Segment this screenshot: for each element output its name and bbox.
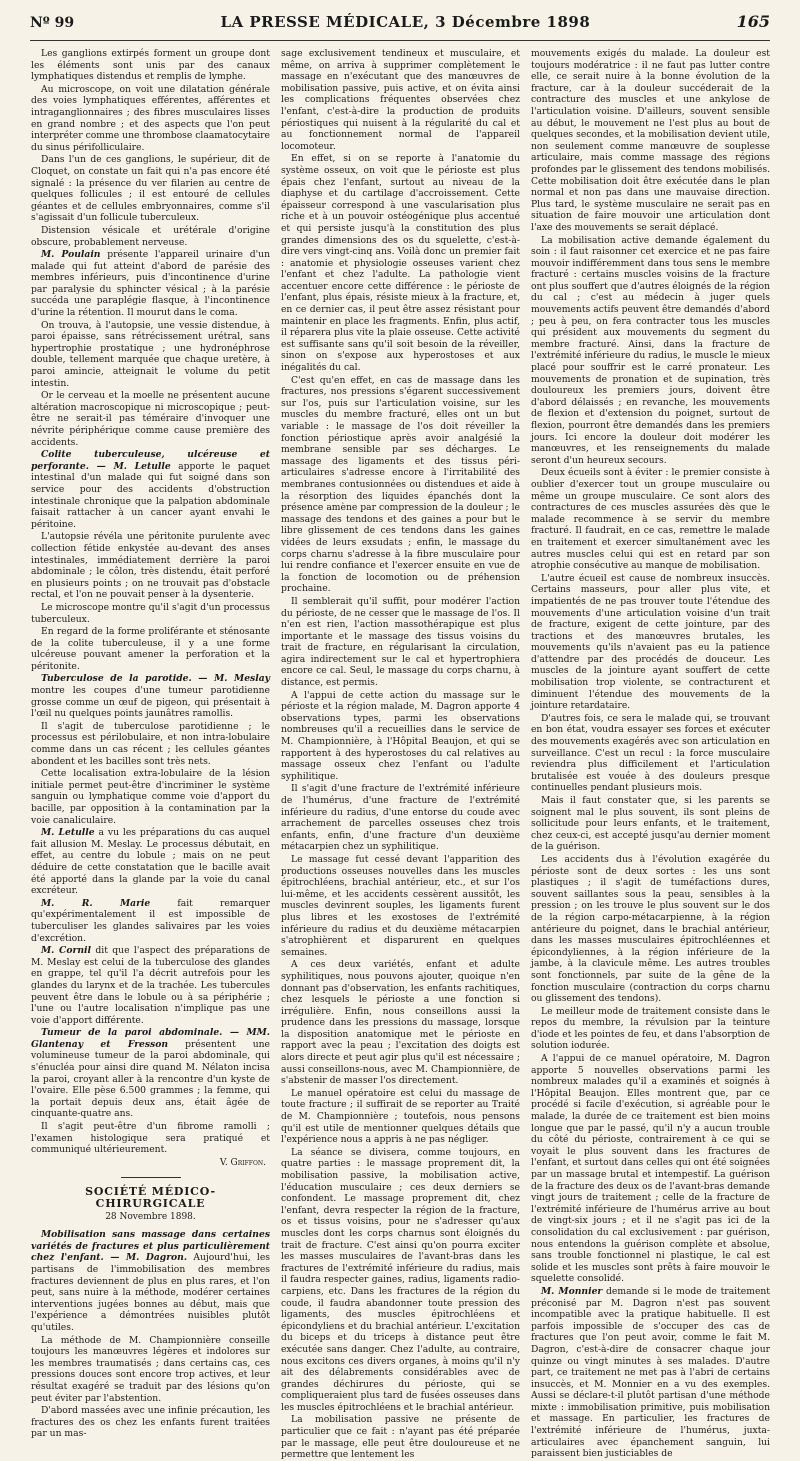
paragraph: A l'appui de cette action du massage sur le périoste et la région malade, M. Dagron apporte 4 observations types, parmi les observations nombreuses qu'il a recueillies dans le service de M. Championnière, à l'Hôpital Beaujon, et qui se rapportent à des hyperostoses du cal relatives au massage osseux chez l'enfant ou l'adulte syphilitique.: [281, 689, 520, 782]
paragraph: En regard de la forme proliférante et sténosante de la colite tuberculeuse, il y a une forme ulcéreuse pouvant amener la perforation et la péritonite.: [31, 626, 270, 672]
paragraph-text: montre les coupes d'une tumeur parotidienne grosse comme un œuf de pigeon, qui présentait à l'œil nu quelques points jaunâtres ramollis.: [31, 685, 270, 720]
paragraph: Il semblerait qu'il suffit, pour modérer l'action du périoste, de ne cesser que le massage de l'os. Il n'en est rien, l'action massothérapique est plus importante et le massage des tissus voisins du trait de fracture, en régularisant la circulation, agira indirectement sur le cal et hypertrophiera encore ce cal. Seul, le massage du corps charnu, à distance, est permis.: [281, 595, 520, 689]
paragraph: Cette localisation extra-lobulaire de la lésion initiale permet peut-être d'incriminer le système sanguin ou lymphatique comme voie d'apport du bacille, par opposition à la contamination par la voie canaliculaire.: [31, 768, 270, 826]
paragraph: Il s'agit de tuberculose parotidienne ; le processus est périlobulaire, et non intra-lobulaire comme dans un cas récent ; les cellules géantes abondent et les bacilles sont très nets.: [31, 720, 270, 767]
paragraph: La mobilisation passive ne présente de particulier que ce fait : n'ayant pas été préparée par le massage, elle peut être douloureuse et ne permettre que lentement les: [281, 1414, 520, 1461]
page-number: 165: [736, 12, 770, 31]
paragraph: sage exclusivement tendineux et musculaire, et même, on arriva à supprimer complètement le massage en n'exécutant que des manœuvres de mobilisation passive, puis active, et on évita ainsi les complications fréquentes observées chez l'enfant, c'est-à-dire la production de produits périostiques qui nuisent à la régularité du cal et au fonctionnement normal de l'appareil locomoteur.: [281, 48, 520, 152]
paragraph: Au microscope, on voit une dilatation générale des voies lymphatiques efférentes, afférentes et intraganglionnaires ; des fibres musculaires lisses en grand nombre ; et des aspects que l'on peut interpréter comme une thrombose claamatocytaire du sinus périfolliculaire.: [31, 83, 270, 153]
paragraph: [31, 673, 270, 719]
page-header: [30, 12, 770, 38]
issue-number: Nº 99: [30, 15, 75, 31]
paragraph-text: demande si le mode de traitement préconisé par M. Dagron n'est pas souvent incompatible avec la pratique habituelle. Il est parfois impossible de s'occuper des cas de fractures que l'on peut avoir, comme le fait M. Dagron, c'est-à-dire de consacrer chaque jour quinze ou vingt minutes à ses malades. D'autre part, ce traitement ne met pas à l'abri de certains insuccès, et M. Monnier en a vu des exemples. Aussi se déclare-t-il plutôt partisan d'une méthode mixte : immobilisation primitive, puis mobilisation et massage. En particulier, les fractures de l'extrémité inférieure de l'humérus, juxta-articulaires avec épanchement sanguin, lui paraissent bien justiciables de: [531, 1285, 770, 1460]
paragraph: mouvements exigés du malade. La douleur est toujours modératrice : il ne faut pas lutter contre elle, ce serait nuire à la bonne évolution de la fracture, car à la douleur succéderait de la contracture des muscles et une ankylose de l'articulation voisine. D'ailleurs, souvent sensible au début, le mouvement ne l'est plus au bout de quelques secondes, et la mobilisation devient utile, non seulement comme manœuvre de souplesse articulaire, mais comme massage des régions profondes par le glissement des tendons mobilisés. Cette mobilisation doit être exécutée dans le plan normal et non pas dans une mauvaise direction. Plus tard, le système musculaire ne serait pas en situation de faire mouvoir une articulation dont l'axe des mouvements se serait déplacé.: [531, 48, 770, 233]
paragraph: L'autre écueil est cause de nombreux insuccès. Certains masseurs, pour aller plus vite, et impatientés de ne pas trouver toute l'étendue des mouvements d'une articulation voisine d'un trait de fracture, exigent de cette jointure, par des tractions et des manœuvres brutales, les mouvements qu'ils n'avaient pas eu la patience d'attendre par des procédés de douceur. Les muscles de la jointure ayant souffert de cette mobilisation trop violente, se contracturent et diminuent l'étendue des mouvements de la jointure retardataire.: [531, 572, 770, 712]
paragraph: [31, 1229, 270, 1333]
paragraph: Mais il faut constater que, si les parents se soignent mal le plus souvent, ils sont pleins de sollicitude pour leurs enfants, et le traitement, chez ceux-ci, est accepté jusqu'au dernier moment de la guérison.: [531, 795, 770, 853]
paragraph: [531, 1286, 770, 1460]
paragraph: C'est qu'en effet, en cas de massage dans les fractures, nos pressions s'égarent successivement sur l'os, puis sur l'articulation voisine, sur les muscles du membre fracturé, elles ont un but variable : le massage de l'os doit réveiller la fonction périostique après avoir analgésié la membrane sensible par ses décharges. Le massage des ligaments et des tissus péri-articulaires s'adresse encore à l'irritabilité des membranes contusionnées ou distendues et aide à la résorption des liquides épanchés dont la présence amène par compression de la douleur ; le massage des tendons et des gaines a pour but le libre glissement de ces tendons dans les gaines vidées de leurs exsudats ; enfin, le massage du corps charnu s'adresse à la fibre musculaire pour lui rendre confiance et l'exercer ensuite en vue de la fonction de locomotion ou de préhension prochaine.: [281, 374, 520, 595]
paragraph: Le meilleur mode de traitement consiste dans le repos du membre, la révulsion par la teinture d'iode et les pointes de feu, et dans l'absorption de solution iodurée.: [531, 1005, 770, 1052]
column-2: [280, 48, 520, 1461]
topic-heading: Tumeur de la paroi abdominale. — MM. Glantenay et Fresson: [31, 1027, 270, 1050]
paragraph: A l'appui de ce manuel opératoire, M. Dagron apporte 5 nouvelles observations parmi les nombreux malades qu'il a examinés et soignés à l'Hôpital Beaujon. Elles montrent que, par ce procédé si facile d'exécution, si agréable pour le malade, la durée de ce traitement est bien moins longue que par le passé, qu'il n'y a aucun trouble du côté du périoste, contrairement à ce qui se voyait le plus souvent dans les fractures de l'enfant, et surtout dans celles qui ont été soignées par un massage brutal et intempestif. La guérison de la fracture des deux os de l'avant-bras demande vingt jours de traitement ; celle de la fracture de l'extrémité inférieure de l'humérus arrive au bout de vingt-six jours ; et il ne s'agit pas ici de la consolidation du cal exclusivement : par guérison, nous entendons la guérison complète et absolue, sans trouble fonctionnel ni plastique, le cal est solide et les muscles sont prêts à faire mouvoir le squelette consolidé.: [531, 1053, 770, 1285]
header-rule: [30, 40, 770, 41]
paragraph: Dans l'un de ces ganglions, le supérieur, dit de Cloquet, on constate un fait qui n'a pas encore été signalé : la présence du ver filarien au centre de quelques follicules ; il est entouré de cellules géantes et de cellules embryonnaires, comme s'il s'agissait d'un follicule tuberculeux.: [31, 154, 270, 224]
speaker-name: M. Monnier: [541, 1285, 603, 1297]
paragraph: Il s'agit peut-être d'un fibrome ramolli ; l'examen histologique sera pratiqué et communiqué ultérieurement.: [31, 1121, 270, 1156]
paragraph: D'autres fois, ce sera le malade qui, se trouvant en bon état, voudra essayer ses forces et exécuter des mouvements exagérés avec son articulation en surveillance. C'est un recul : la force musculaire reviendra plus difficilement et l'articulation brutalisée est vouée à des douleurs presque continuelles pendant plusieurs mois.: [531, 712, 770, 794]
speaker-name: M. Poulain: [41, 249, 101, 261]
paragraph: [31, 898, 270, 944]
paragraph: [31, 449, 270, 530]
paragraph: [31, 827, 270, 897]
paragraph: Les ganglions extirpés forment un groupe dont les éléments sont unis par des canaux lymphatiques distendus et remplis de lymphe.: [31, 48, 270, 83]
paragraph: [31, 249, 270, 319]
section-divider: [121, 1177, 181, 1178]
paragraph-text: présentent une volumineuse tumeur de la paroi abdominale, qui s'énucléa pour ainsi dire quand M. Nélaton incisa la paroi, croyant aller à la rencontre d'un kyste de l'ovaire. Elle pèse 6.500 grammes ; la femme, qui la portait depuis deux ans, était âgée de cinquante-quatre ans.: [31, 1038, 270, 1120]
paragraph-text: a vu les préparations du cas auquel fait allusion M. Meslay. Le processus débutait, en effet, au centre du lobule ; mais on ne peut déduire de cette constatation que le bacille avait été apporté dans la glande par la voie du canal excréteur.: [31, 827, 271, 897]
speaker-name: M. R. Marie: [41, 897, 151, 909]
paragraph: Distension vésicale et urétérale d'origine obscure, probablement nerveuse.: [31, 224, 270, 248]
column-1: [30, 48, 271, 1440]
author-signature: V. Griffon.: [219, 1157, 266, 1168]
article-columns: [30, 48, 770, 1461]
paragraph: Il s'agit d'une fracture de l'extrémité inférieure de l'humérus, d'une fracture de l'extrémité inférieure du radius, d'une entorse du coude avec arrachement de parcelles osseuses chez trois enfants, enfin, d'une fracture d'un deuxième métacarpien chez un syphilitique.: [281, 783, 520, 853]
topic-heading: Colite tuberculeuse, ulcéreuse et perforante. — M. Letulle: [31, 449, 270, 472]
paragraph: A ces deux variétés, enfant et adulte syphilitiques, nous pouvons ajouter, quoique n'en donnant pas d'observation, les enfants rachitiques, chez lesquels le périoste a une fonction si irrégulière. Enfin, nous conseillons aussi la prudence dans les pressions du massage, lorsque la disposition anatomique met le périoste en rapport avec la peau ; l'excitation des doigts est alors directe et peut agir plus qu'il est nécessaire ; aussi conseillons-nous, avec M. Championnière, de s'abstenir de masser l'os directement.: [281, 959, 520, 1087]
paragraph-text: présente l'appareil urinaire d'un malade qui fut atteint d'abord de parésie des membres inférieurs, puis d'incontinence d'urine par paralysie du sphincter vésical ; à la parésie succéda une paraplégie flasque, à l'incontinence d'urine la rétention. Il mourut dans le coma.: [31, 249, 270, 319]
paragraph: On trouva, à l'autopsie, une vessie distendue, à paroi épaisse, sans rétrécissement urétral, sans hypertrophie prostatique ; une hydronéphrose double, tellement marquée que chaque uretère, à paroi amincie, atteignait le volume du petit intestin.: [31, 319, 270, 389]
section-title: SOCIÉTÉ MÉDICO-CHIRURGICALE: [85, 1185, 216, 1210]
paragraph: D'abord massées avec une infinie précaution, les fractures des os chez les enfants furent traitées par un mas-: [31, 1405, 270, 1440]
paragraph: La séance se divisera, comme toujours, en quatre parties : le massage proprement dit, la mobilisation passive, la mobilisation active, l'éducation musculaire ; ces deux derniers se confondent. Le massage proprement dit, chez l'enfant, devra respecter la région de la fracture, os et tissus voisins, pour ne s'adresser qu'aux muscles dont les corps charnus sont éloignés du trait de fracture. C'est ainsi qu'on pourra exciter les masses musculaires de l'avant-bras dans les fractures de l'extrémité inférieure du radius, mais il faudra respecter gaines, radius, ligaments radio-carpiens, etc. Dans les fractures de la région du coude, il faudra abandonner toute pression des ligaments, des muscles épitrochléens et épicondyliens et du brachial antérieur. L'excitation du biceps et du triceps à distance peut être exécutée sans danger. Chez l'adulte, au contraire, nous excitons ces divers organes, à moins qu'il n'y ait des délabrements considérables avec de grandes déchirures du périoste, qui se compliqueraient plus tard de fusées osseuses dans les muscles épitrochléens et le brachial antérieur.: [281, 1146, 520, 1413]
paragraph: [31, 945, 270, 1026]
section-date: 28 Novembre 1898.: [105, 1211, 196, 1222]
paragraph: Le massage fut cessé devant l'apparition des productions osseuses nouvelles dans les muscles épitrochléens, brachial antérieur, etc., et sur l'os lui-même, et les accidents cessèrent aussitôt, les muscles devinrent souples, les ligaments furent plus libres et les exostoses de l'extrémité inférieure du radius et du deuxième métacarpien s'atrophièrent et disparurent en quelques semaines.: [281, 853, 520, 958]
paragraph: Le manuel opératoire est celui du massage de toute fracture ; il suffirait de se reporter au Traité de M. Championnière ; toutefois, nous pensons qu'il est utile de mentionner quelques détails que l'expérience nous a appris à ne pas négliger.: [281, 1087, 520, 1146]
paragraph: Les accidents dus à l'évolution exagérée du périoste sont de deux sortes : les uns sont plastiques ; il s'agit de tuméfactions dures, souvent saillantes sous la peau, sensibles à la pression ; on les trouve le plus souvent sur le dos de la région carpo-métacarpienne, à la région antérieure du poignet, dans le brachial antérieur, dans les masses musculaires épitrochléennes et épicondyliennes, à la région inférieure de la jambe, à la clavicule même. Les autres troubles sont fonctionnels, par suite de la gêne de la fonction musculaire (contraction du corps charnu ou glissement des tendons).: [531, 853, 770, 1005]
paragraph: Le microscope montre qu'il s'agit d'un processus tuberculeux.: [31, 601, 270, 625]
paragraph: La méthode de M. Championnière conseille toujours les manœuvres légères et indolores sur les membres traumatisés ; dans certains cas, ces pressions douces sont encore trop actives, et leur résultat exagéré se traduit par des lésions qu'on peut éviter par l'abstention.: [31, 1334, 270, 1404]
paragraph: En effet, si on se reporte à l'anatomie du système osseux, on voit que le périoste est plus épais chez l'enfant, surtout au niveau de la diaphyse et du cartilage d'accroissement. Cette épaisseur correspond à une vascularisation plus riche et à un pouvoir ostéogénique plus accentué et qui persiste jusqu'à la constitution des plus grandes dimensions des os du squelette, c'est-à-dire vers vingt-cinq ans. Voilà donc un premier fait : anatomie et physiologie osseuses varient chez l'enfant et chez l'adulte. La pathologie vient accentuer encore cette différence : le périoste de l'enfant, plus épais, résiste mieux à la fracture, et, en ce dernier cas, il peut être assez résistant pour maintenir en place les fragments. Enfin, plus actif, il réparera plus vite la plaie osseuse. Cette activité est suffisante sans qu'il soit besoin de la réveiller, sinon on s'expose aux hyperostoses et aux inégalités du cal.: [281, 153, 520, 374]
speaker-name: M. Cornil: [41, 945, 91, 957]
column-3: [530, 48, 770, 1460]
paragraph: [31, 1027, 270, 1120]
paragraph-text: fait remarquer qu'expérimentalement il est impossible de tuberculiser les glandes salivaires par les voies d'excrétion.: [31, 897, 271, 944]
paragraph: Or le cerveau et la moelle ne présentent aucune altération macroscopique ni microscopique ; peut-être ne serait-il pas téméraire d'invoquer une névrite périphérique comme cause première des accidents.: [31, 390, 270, 448]
paragraph: Deux écueils sont à éviter : le premier consiste à oublier d'exercer tout un groupe musculaire ou même un groupe musculaire. Ce sont alors des contractures de ces muscles assurées dès que le malade recommence à se servir du membre fracturé. Il faudrait, en ce cas, remettre le malade en traitement et exercer simultanément avec les autres muscles celui qui est en retard par son atrophie consécutive au manque de mobilisation.: [531, 467, 770, 572]
paragraph-text: dit que l'aspect des préparations de M. Meslay est celui de la tuberculose des glandes en grappe, tel qu'il l'a décrit autrefois pour les glandes du larynx et de la trachée. Les tubercules peuvent être dans le lobule ou à sa périphérie ; l'une ou l'autre localisation n'implique pas une voie d'apport différente.: [31, 945, 270, 1026]
paragraph-text: apporte le paquet intestinal d'un malade qui fut soigné dans son service pour des accidents d'obstruction intestinale chronique que la palpation abdominale faisait rattacher à un cancer ayant envahi le péritoine.: [31, 460, 270, 530]
topic-heading: Tuberculose de la parotide. — M. Meslay: [41, 673, 270, 685]
speaker-name: M. Letulle: [41, 827, 95, 839]
journal-title: LA PRESSE MÉDICALE, 3 Décembre 1898: [220, 13, 591, 31]
topic-heading: Mobilisation sans massage dans certaines variétés de fractures et plus particulièrement chez l'enfant. — M. Dagron.: [31, 1229, 270, 1264]
paragraph: L'autopsie révéla une péritonite purulente avec collection fétide enkystée au-devant des anses intestinales, immédiatement derrière la paroi abdominale ; le côlon, très distendu, était perforé en plusieurs points ; on ne trouvait pas d'obstacle rectal, et l'on ne pouvait penser à la dysenterie.: [31, 531, 270, 601]
paragraph: La mobilisation active demande également du soin : il faut raisonner cet exercice et ne pas faire mouvoir indifféremment dans tous sens le membre fracturé : certains muscles voisins de la fracture ont plus souffert que d'autres éloignés de la région du cal ; c'est au médecin à juger quels mouvements actifs peuvent être demandés d'abord ; peu à peu, on fera contracter tous les muscles qui président aux mouvements du segment du membre fracturé. Ainsi, dans la fracture de l'extrémité inférieure du radius, le muscle le mieux placé pour souffrir est le carré pronateur. Les mouvements de pronation et de supination, très douloureux les premiers jours, doivent être d'abord délaissés ; en revanche, les mouvements de flexion et d'extension du poignet, surtout de flexion, pourront être demandés dans les premiers jours. Ici encore la douleur doit modérer les manœuvres, et les renseignements du malade seront d'un heureux secours.: [531, 234, 770, 466]
paragraph-text: Aujourd'hui, les partisans de l'immobilisation des membres fractures deviennent de plus en plus rares, et l'on peut, sans nuire à la méthode, modérer certaines interventions jugées bonnes au début, mais que l'expérience a démontrées nuisibles plutôt qu'utiles.: [31, 1252, 270, 1333]
